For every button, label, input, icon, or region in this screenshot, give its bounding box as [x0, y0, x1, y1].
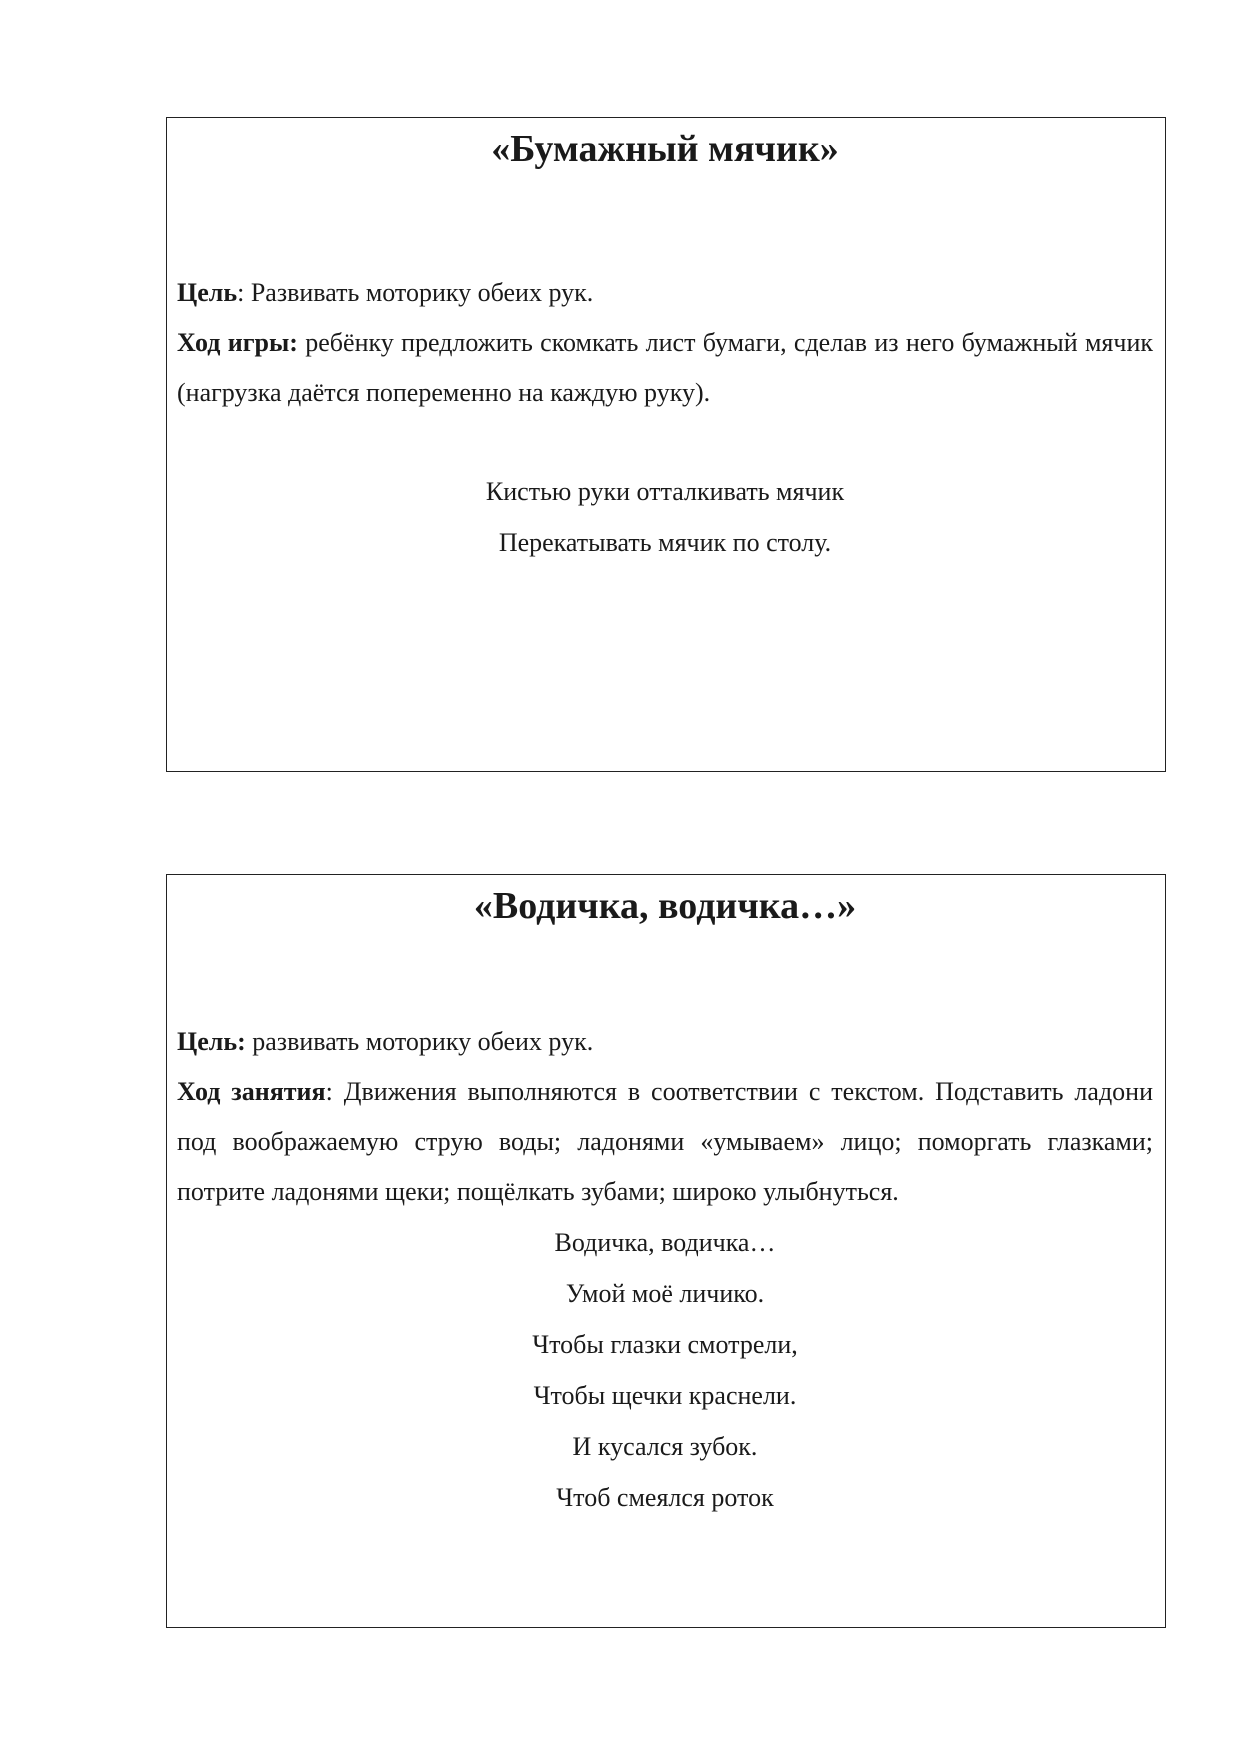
- goal-text: развивать моторику обеих рук.: [252, 1027, 594, 1056]
- card-title: «Бумажный мячик»: [491, 128, 839, 170]
- verse-line: И кусался зубок.: [572, 1432, 758, 1461]
- goal-label: Цель: [177, 278, 238, 307]
- course-text: ребёнку предложить скомкать лист бумаги, сделав из него бумажный мячик (нагрузка даётся попеременно на каждую руку).: [177, 328, 1153, 407]
- course-separator: :: [325, 1077, 344, 1106]
- game-card-water: [166, 874, 1166, 1628]
- verse-line: Чтобы щечки краснели.: [533, 1381, 797, 1410]
- verse-line: Умой моё личико.: [565, 1279, 765, 1308]
- course-label: Ход игры:: [177, 328, 298, 357]
- game-card-paper-ball: [166, 117, 1166, 772]
- goal-text: Развивать моторику обеих рук.: [250, 278, 594, 307]
- instruction-line: Перекатывать мячик по столу.: [498, 528, 832, 557]
- course-paragraph: [177, 318, 1153, 418]
- course-label: Ход занятия: [177, 1077, 326, 1106]
- verse-line: Водичка, водичка…: [554, 1228, 776, 1257]
- verse-line: Чтоб смеялся роток: [556, 1483, 774, 1512]
- goal-paragraph: [177, 268, 1153, 318]
- goal-label: Цель:: [177, 1027, 246, 1056]
- course-paragraph: [177, 1067, 1153, 1217]
- verse-line: Чтобы глазки смотрели,: [532, 1330, 798, 1359]
- course-text: Движения выполняются в соответствии с текстом. Подставить ладони под воображаемую струю воды; ладонями «умываем» лицо; поморгать глазками; потрите ладонями щеки; пощёлкать зубами; широко улыбнуться.: [177, 1077, 1153, 1206]
- instruction-line: Кистью руки отталкивать мячик: [485, 477, 845, 506]
- goal-separator: :: [237, 278, 251, 307]
- goal-paragraph: [177, 1017, 1153, 1067]
- card-title: «Водичка, водичка…»: [473, 885, 857, 927]
